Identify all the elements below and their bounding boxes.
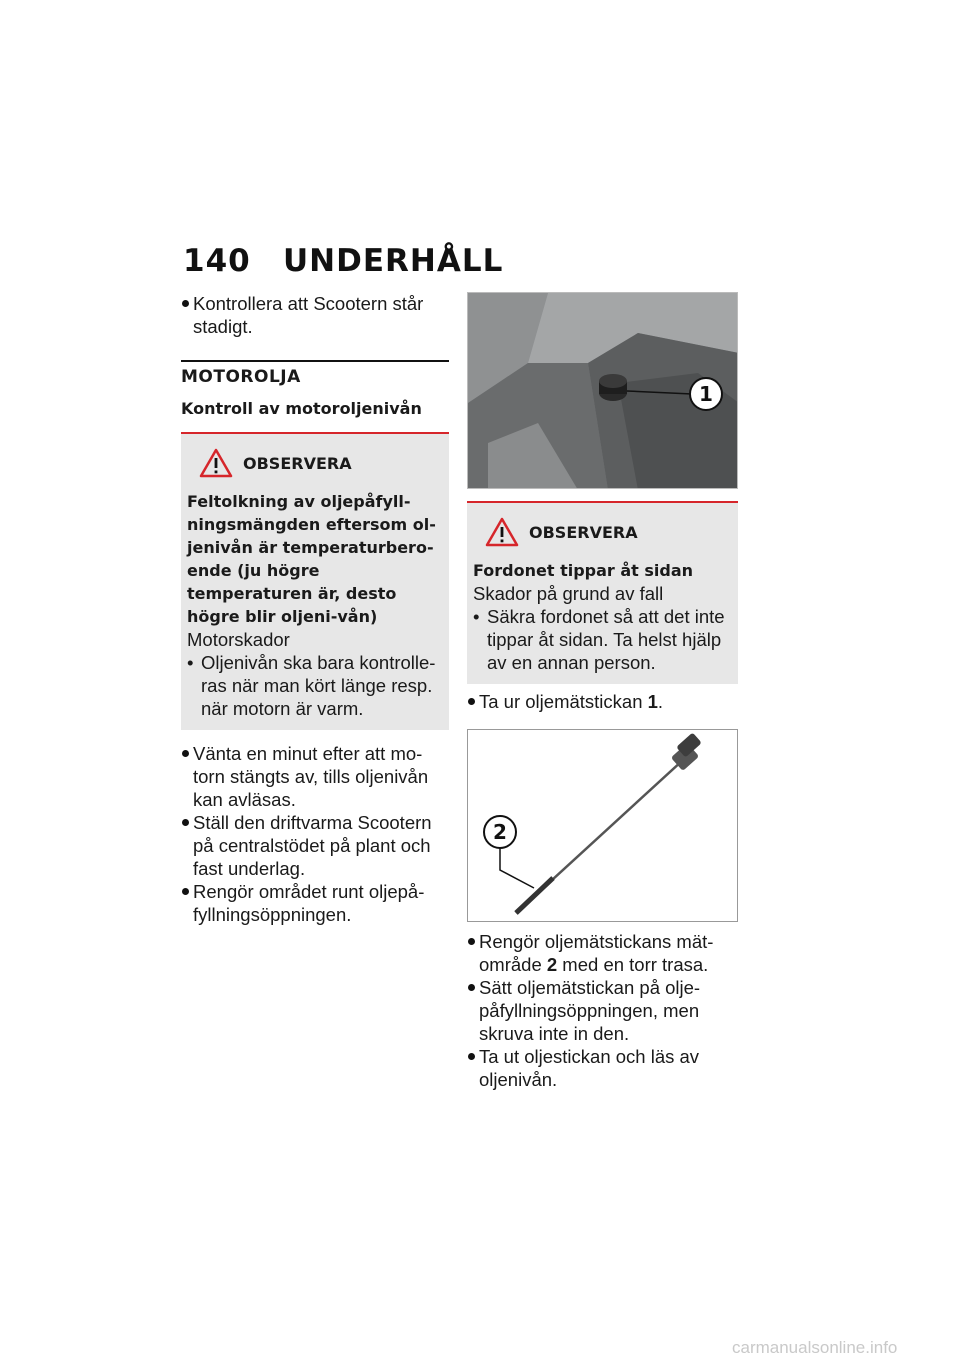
step-text: Ta ur oljemätstickan — [479, 691, 648, 712]
oil-filler-photo — [467, 292, 738, 489]
page-header — [183, 243, 503, 279]
notice-action: • Oljenivån ska bara kontrolle-ras när man kört länge resp. när motorn är varm. — [187, 651, 443, 720]
step-end: . — [657, 691, 664, 712]
notice-consequence: Motorskador — [187, 629, 290, 650]
notice-label: OBSERVERA — [243, 453, 352, 473]
page-number: 140 — [183, 243, 251, 279]
list-item: Rengör området runt oljepå-fyllningsöppningen. — [181, 880, 449, 926]
notice-box — [181, 432, 449, 730]
notice-action: • Säkra fordonet så att det inte tippar åt sidan. Ta helst hjälp av en annan person. — [473, 605, 732, 674]
dipstick-illustration — [468, 730, 737, 921]
step-text-end: med en torr trasa. — [557, 954, 709, 975]
oil-filler-illustration — [468, 293, 738, 489]
warning-triangle-icon — [199, 448, 233, 478]
list-item — [467, 690, 738, 713]
figure1-callout: 1 — [699, 382, 713, 406]
notice-title: Fordonet tippar åt sidan — [473, 561, 694, 580]
list-item: Ställ den driftvarma Scootern på centralstödet på plant och fast underlag. — [181, 811, 449, 880]
step-ref: 2 — [546, 954, 558, 975]
notice-title: Feltolkning av oljepåfyll-ningsmängden eftersom ol-jenivån är temperaturbero-ende (ju högre temperaturen är, desto högre blir oljeni-vån) — [187, 492, 436, 626]
right-column — [467, 292, 738, 1091]
notice-consequence: Skador på grund av fall — [473, 583, 664, 604]
notice-header — [199, 448, 443, 478]
chapter-title: UNDERHÅLL — [283, 243, 504, 279]
list-item — [467, 930, 738, 976]
subsection-title: Kontroll av motoroljenivån — [181, 399, 422, 418]
step-text: Rengör oljemätstickans mät-område — [479, 931, 714, 975]
figure2-callout: 2 — [493, 820, 507, 844]
notice-box — [467, 501, 738, 684]
notice-header — [485, 517, 732, 547]
notice-label: OBSERVERA — [529, 522, 638, 542]
left-column — [181, 292, 449, 926]
watermark: carmanualsonline.info — [732, 1338, 898, 1357]
list-item: Kontrollera att Scootern står stadigt. — [181, 292, 449, 338]
list-item: Sätt oljemätstickan på olje-påfyllningsöppningen, men skruva inte in den. — [467, 976, 738, 1045]
section-divider — [181, 360, 449, 420]
dipstick-figure — [467, 729, 738, 922]
step-list — [181, 742, 449, 926]
step-list — [467, 930, 738, 1091]
section-title: MOTOROLJA — [181, 367, 301, 387]
step-ref: 1 — [647, 691, 658, 712]
list-item: Ta ut oljestickan och läs av oljenivån. — [467, 1045, 738, 1091]
list-item: Vänta en minut efter att mo-torn stängts av, tills oljenivån kan avläsas. — [181, 742, 449, 811]
warning-triangle-icon — [485, 517, 519, 547]
